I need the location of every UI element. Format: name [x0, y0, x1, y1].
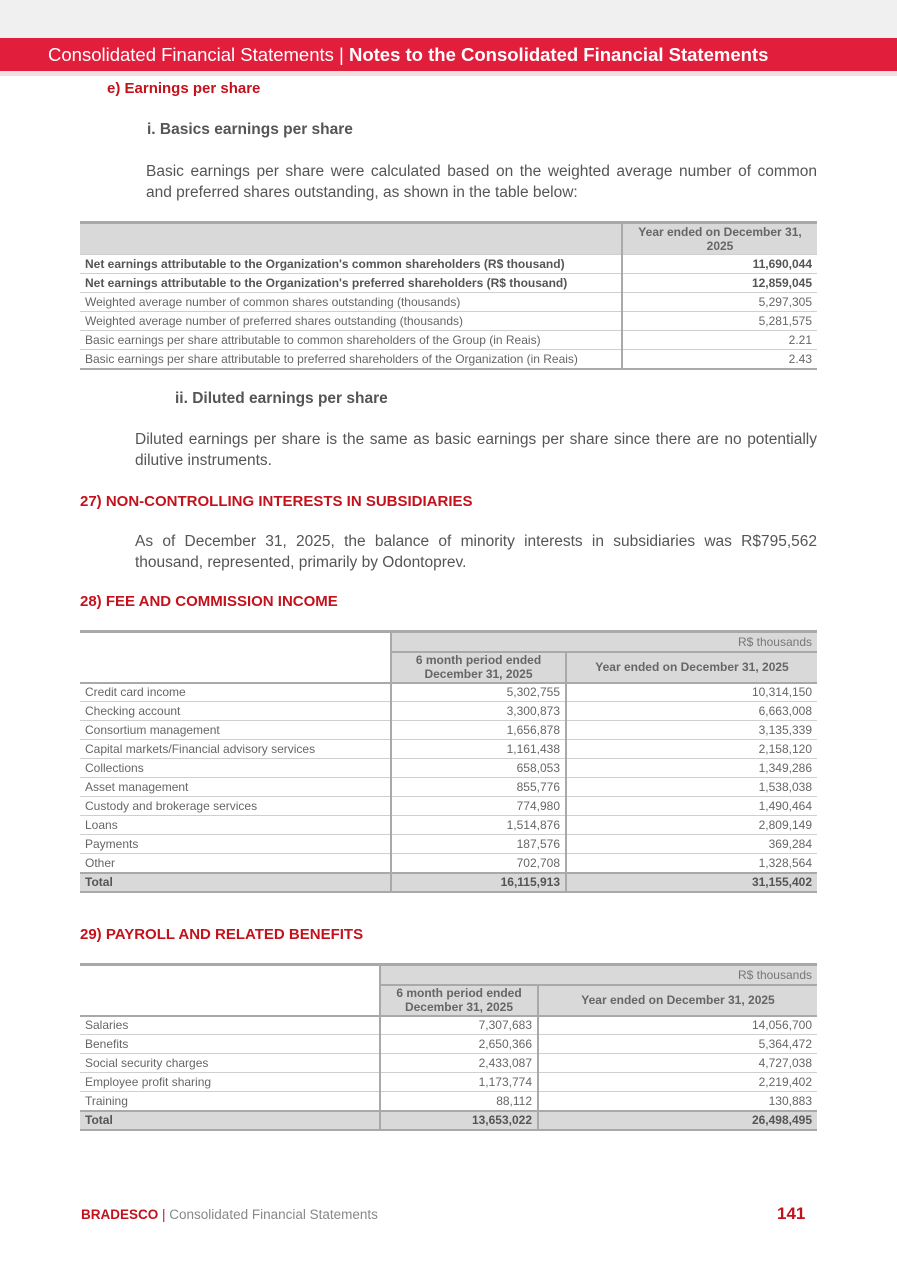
- table-row: Employee profit sharing 1,173,774 2,219,402: [80, 1073, 817, 1092]
- table-row: Net earnings attributable to the Organization's common shareholders (R$ thousand) 11,690,044: [80, 255, 817, 274]
- total-row: Total 16,115,913 31,155,402: [80, 873, 817, 892]
- table-row: Custody and brokerage services 774,980 1,490,464: [80, 797, 817, 816]
- table-row: Basic earnings per share attributable to preferred shareholders of the Organization (in Reais) 2.43: [80, 350, 817, 369]
- page-footer: [81, 1207, 378, 1222]
- table-row: Weighted average number of preferred shares outstanding (thousands) 5,281,575: [80, 312, 817, 331]
- table-row: Social security charges 2,433,087 4,727,038: [80, 1054, 817, 1073]
- payroll-table-col2-header: Year ended on December 31, 2025: [538, 985, 817, 1016]
- footer-text: Consolidated Financial Statements: [169, 1207, 378, 1222]
- footer-separator: |: [158, 1207, 170, 1222]
- footer-brand: BRADESCO: [81, 1207, 159, 1222]
- table-row: Consortium management 1,656,878 3,135,339: [80, 721, 817, 740]
- header-left: Consolidated Financial Statements |: [48, 44, 349, 65]
- table-row: Loans 1,514,876 2,809,149: [80, 816, 817, 835]
- earnings-per-share-heading: e) Earnings per share: [107, 80, 261, 97]
- table-row: Asset management 855,776 1,538,038: [80, 778, 817, 797]
- fee-table-col2-header: Year ended on December 31, 2025: [566, 652, 817, 683]
- header-right: Notes to the Consolidated Financial Statements: [348, 44, 769, 65]
- fee-table-col1-header: 6 month period ended December 31, 2025: [391, 652, 566, 683]
- diluted-eps-paragraph: Diluted earnings per share is the same as basic earnings per share since there are no potentially dilutive instruments.: [135, 431, 817, 469]
- table-row: Credit card income 5,302,755 10,314,150: [80, 683, 817, 702]
- payroll-table-blank-header: [80, 965, 380, 1016]
- payroll-table: [80, 963, 817, 1131]
- eps-table: [80, 221, 817, 370]
- table-row: Weighted average number of common shares outstanding (thousands) 5,297,305: [80, 293, 817, 312]
- payroll-table-col1-header: 6 month period ended December 31, 2025: [380, 985, 538, 1016]
- basic-eps-paragraph: Basic earnings per share were calculated based on the weighted average number of common and preferred shares outstanding, as shown in the table below:: [146, 163, 817, 201]
- payroll-table-units: R$ thousands: [380, 965, 817, 985]
- table-row: Checking account 3,300,873 6,663,008: [80, 702, 817, 721]
- section-29-heading: 29) PAYROLL AND RELATED BENEFITS: [80, 926, 364, 943]
- eps-table-blank-header: [80, 223, 622, 255]
- table-row: Salaries 7,307,683 14,056,700: [80, 1016, 817, 1035]
- page-header: [0, 38, 897, 71]
- fee-commission-table: [80, 630, 817, 893]
- table-row: Net earnings attributable to the Organization's preferred shareholders (R$ thousand) 12,859,045: [80, 274, 817, 293]
- table-row: Other 702,708 1,328,564: [80, 854, 817, 873]
- eps-table-col-header: Year ended on December 31, 2025: [622, 223, 817, 255]
- top-margin: [0, 0, 897, 38]
- fee-table-blank-header: [80, 632, 391, 683]
- table-row: Collections 658,053 1,349,286: [80, 759, 817, 778]
- total-row: Total 13,653,022 26,498,495: [80, 1111, 817, 1130]
- fee-table-units: R$ thousands: [391, 632, 817, 652]
- table-row: Basic earnings per share attributable to common shareholders of the Group (in Reais) 2.21: [80, 331, 817, 350]
- diluted-eps-subheading: ii. Diluted earnings per share: [175, 390, 388, 407]
- page-number: 141: [777, 1204, 806, 1223]
- section-27-paragraph: As of December 31, 2025, the balance of minority interests in subsidiaries was R$795,562 thousand, represented, primarily by Odontoprev.: [135, 533, 817, 571]
- table-row: Capital markets/Financial advisory services 1,161,438 2,158,120: [80, 740, 817, 759]
- basic-eps-subheading: i. Basics earnings per share: [147, 121, 353, 138]
- table-row: Benefits 2,650,366 5,364,472: [80, 1035, 817, 1054]
- table-row: Payments 187,576 369,284: [80, 835, 817, 854]
- table-row: Training 88,112 130,883: [80, 1092, 817, 1111]
- section-28-heading: 28) FEE AND COMMISSION INCOME: [80, 593, 338, 610]
- header-shadow: [0, 71, 897, 76]
- section-27-heading: 27) NON-CONTROLLING INTERESTS IN SUBSIDIARIES: [80, 493, 473, 510]
